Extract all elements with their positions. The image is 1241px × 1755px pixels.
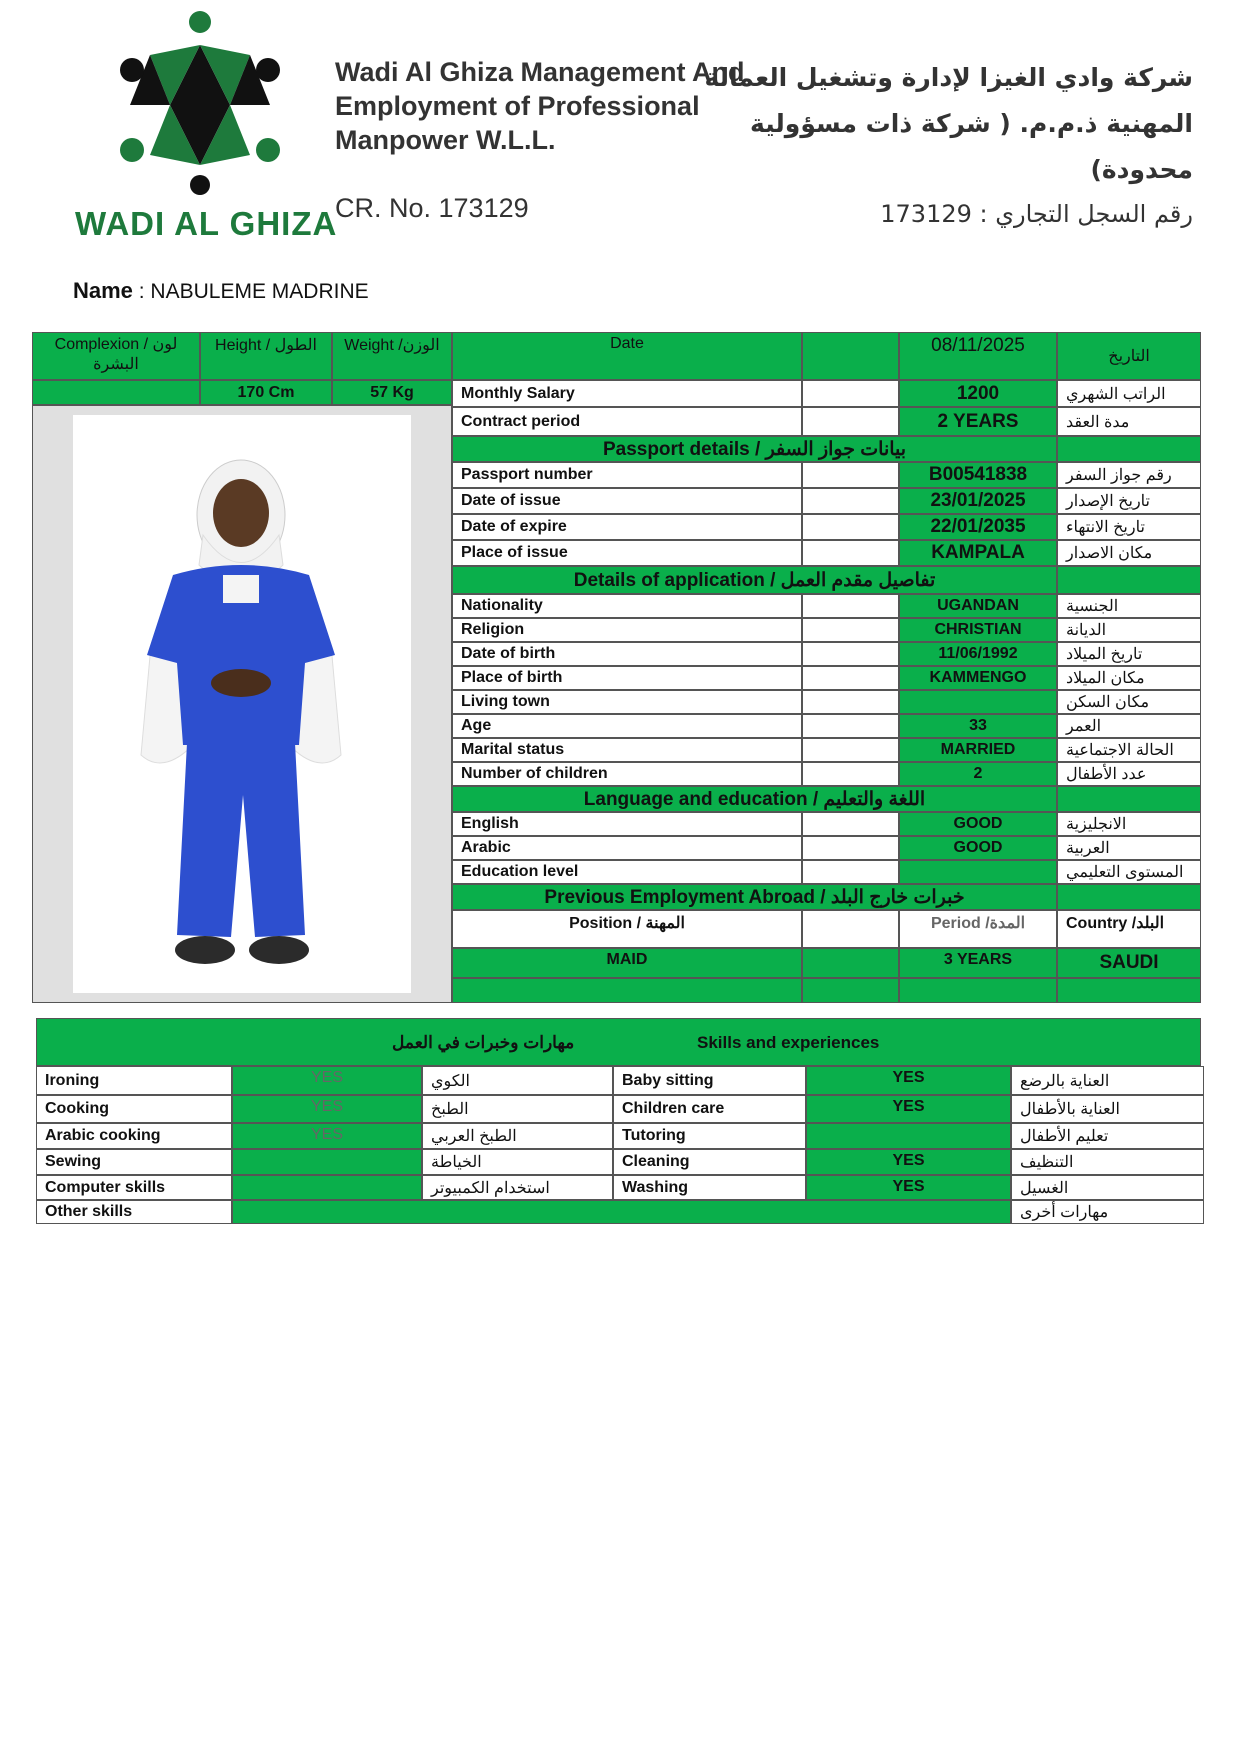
language-row-value: [899, 860, 1057, 884]
passport-row-spacer: [802, 488, 899, 514]
skill-label: Tutoring: [613, 1123, 806, 1149]
employment-header-spacer: [802, 910, 899, 948]
skill-label: Computer skills: [36, 1175, 232, 1200]
person-figure-icon: [73, 415, 411, 993]
company-name-ar-line: محدودة): [1090, 155, 1193, 184]
commercial-registration-number: CR. No. 173129: [335, 193, 529, 223]
application-row-spacer: [802, 618, 899, 642]
passport-row-spacer: [802, 514, 899, 540]
skill-value: [806, 1123, 1011, 1149]
company-logo: [110, 10, 290, 195]
date-spacer: [802, 332, 899, 380]
skill-value: YES: [806, 1095, 1011, 1123]
employment-section-spacer: [1057, 884, 1201, 910]
language-section-spacer: [1057, 786, 1201, 812]
language-row-spacer: [802, 836, 899, 860]
company-name-line: Wadi Al Ghiza Management And: [335, 57, 745, 87]
passport-row-value: 22/01/2035: [899, 514, 1057, 540]
height-label: Height / الطول: [200, 332, 332, 380]
application-row-label-arabic: العمر: [1057, 714, 1201, 738]
complexion-label: Complexion / لون البشرة: [32, 332, 200, 380]
employment-empty-cell: [452, 978, 802, 1003]
application-row-value: KAMMENGO: [899, 666, 1057, 690]
passport-row-label: Date of expire: [452, 514, 802, 540]
skills-header: [36, 1018, 1201, 1066]
language-row-label-arabic: المستوى التعليمي: [1057, 860, 1201, 884]
language-row-label: Education level: [452, 860, 802, 884]
passport-row-label: Place of issue: [452, 540, 802, 566]
skill-label: Sewing: [36, 1149, 232, 1175]
application-row-value: 2: [899, 762, 1057, 786]
skill-value: YES: [806, 1149, 1011, 1175]
employment-country: SAUDI: [1057, 948, 1201, 978]
application-row-spacer: [802, 642, 899, 666]
employment-row-spacer: [802, 948, 899, 978]
passport-row-value: 23/01/2025: [899, 488, 1057, 514]
application-row-label-arabic: الحالة الاجتماعية: [1057, 738, 1201, 762]
skill-label-arabic: العناية بالرضع: [1011, 1066, 1204, 1095]
application-row-spacer: [802, 762, 899, 786]
company-name-arabic: [704, 55, 1193, 193]
skill-label-arabic: التنظيف: [1011, 1149, 1204, 1175]
salary-label-arabic: الراتب الشهري: [1057, 380, 1201, 407]
application-row-label: Place of birth: [452, 666, 802, 690]
language-row-spacer: [802, 860, 899, 884]
weight-label: Weight /الوزن: [332, 332, 452, 380]
skill-label: Cooking: [36, 1095, 232, 1123]
application-row-label: Nationality: [452, 594, 802, 618]
application-row-label-arabic: تاريخ الميلاد: [1057, 642, 1201, 666]
contract-label-arabic: مدة العقد: [1057, 407, 1201, 436]
salary-value: 1200: [899, 380, 1057, 407]
skill-label: Ironing: [36, 1066, 232, 1095]
application-row-label: Religion: [452, 618, 802, 642]
application-row-value: MARRIED: [899, 738, 1057, 762]
salary-label: Monthly Salary: [452, 380, 802, 407]
company-name-english: [335, 55, 745, 157]
employment-period: 3 YEARS: [899, 948, 1057, 978]
skill-label: Cleaning: [613, 1149, 806, 1175]
language-row-label-arabic: العربية: [1057, 836, 1201, 860]
skill-label-arabic: الغسيل: [1011, 1175, 1204, 1200]
employment-empty-cell: [1057, 978, 1201, 1003]
application-row-spacer: [802, 690, 899, 714]
application-row-label: Number of children: [452, 762, 802, 786]
contract-value: 2 YEARS: [899, 407, 1057, 436]
company-name-line: Employment of Professional: [335, 91, 700, 121]
position-header: Position / المهنة: [452, 910, 802, 948]
application-row-spacer: [802, 714, 899, 738]
skill-label: Children care: [613, 1095, 806, 1123]
language-row-label: Arabic: [452, 836, 802, 860]
logo-wordmark: WADI AL GHIZA: [75, 205, 338, 242]
application-row-value: [899, 690, 1057, 714]
application-row-label-arabic: الجنسية: [1057, 594, 1201, 618]
name-value: : NABULEME MADRINE: [132, 280, 369, 303]
company-name-line: Manpower W.L.L.: [335, 125, 556, 155]
skill-label-arabic: الطبخ العربي: [422, 1123, 613, 1149]
candidate-name: [73, 278, 369, 304]
other-skills-value: [232, 1200, 1011, 1224]
language-row-value: GOOD: [899, 836, 1057, 860]
application-section-header: Details of application / تفاصيل مقدم العمل: [452, 566, 1057, 594]
skill-value: YES: [232, 1095, 422, 1123]
skills-title-arabic: مهارات وخبرات في العمل: [392, 1033, 575, 1052]
date-label-arabic: التاريخ: [1057, 332, 1201, 380]
skill-label-arabic: الكوي: [422, 1066, 613, 1095]
application-row-value: 33: [899, 714, 1057, 738]
employment-section-header: Previous Employment Abroad / خبرات خارج البلد: [452, 884, 1057, 910]
date-value: 08/11/2025: [899, 332, 1057, 380]
application-row-label-arabic: مكان السكن: [1057, 690, 1201, 714]
language-row-value: GOOD: [899, 812, 1057, 836]
language-row-label: English: [452, 812, 802, 836]
skill-label-arabic: العناية بالأطفال: [1011, 1095, 1204, 1123]
skill-value: YES: [806, 1175, 1011, 1200]
period-header: Period /المدة: [899, 910, 1057, 948]
passport-row-label-arabic: تاريخ الانتهاء: [1057, 514, 1201, 540]
skill-value: [232, 1175, 422, 1200]
application-row-spacer: [802, 738, 899, 762]
passport-row-value: KAMPALA: [899, 540, 1057, 566]
application-row-spacer: [802, 666, 899, 690]
application-row-label: Living town: [452, 690, 802, 714]
application-row-label-arabic: مكان الميلاد: [1057, 666, 1201, 690]
other-skills-label: Other skills: [36, 1200, 232, 1224]
application-row-label-arabic: الديانة: [1057, 618, 1201, 642]
skill-label: Arabic cooking: [36, 1123, 232, 1149]
skill-value: YES: [232, 1066, 422, 1095]
country-header: Country /البلد: [1057, 910, 1201, 948]
passport-row-label-arabic: تاريخ الإصدار: [1057, 488, 1201, 514]
skill-label: Baby sitting: [613, 1066, 806, 1095]
skill-value: [232, 1149, 422, 1175]
employment-position: MAID: [452, 948, 802, 978]
contract-label: Contract period: [452, 407, 802, 436]
company-name-ar-line: المهنية ذ.م.م. ( شركة ذات مسؤولية: [750, 109, 1193, 138]
passport-row-value: B00541838: [899, 462, 1057, 488]
skills-title: Skills and experiences: [697, 1033, 880, 1052]
language-row-spacer: [802, 812, 899, 836]
skill-value: YES: [232, 1123, 422, 1149]
skill-label-arabic: الخياطة: [422, 1149, 613, 1175]
application-row-label-arabic: عدد الأطفال: [1057, 762, 1201, 786]
skill-label: Washing: [613, 1175, 806, 1200]
contract-spacer: [802, 407, 899, 436]
other-skills-label-arabic: مهارات أخرى: [1011, 1200, 1204, 1224]
passport-row-label: Date of issue: [452, 488, 802, 514]
passport-row-label-arabic: رقم جواز السفر: [1057, 462, 1201, 488]
skill-label-arabic: تعليم الأطفال: [1011, 1123, 1204, 1149]
height-value: 170 Cm: [200, 380, 332, 405]
passport-row-label: Passport number: [452, 462, 802, 488]
application-row-spacer: [802, 594, 899, 618]
skill-label-arabic: استخدام الكمبيوتر: [422, 1175, 613, 1200]
weight-value: 57 Kg: [332, 380, 452, 405]
application-row-label: Marital status: [452, 738, 802, 762]
application-section-spacer: [1057, 566, 1201, 594]
complexion-value: [32, 380, 200, 405]
application-row-value: CHRISTIAN: [899, 618, 1057, 642]
salary-spacer: [802, 380, 899, 407]
application-row-value: UGANDAN: [899, 594, 1057, 618]
application-row-value: 11/06/1992: [899, 642, 1057, 666]
employment-empty-cell: [802, 978, 899, 1003]
name-label: Name: [73, 278, 133, 303]
candidate-photo: [73, 415, 411, 993]
passport-section-spacer: [1057, 436, 1201, 462]
passport-row-spacer: [802, 462, 899, 488]
language-section-header: Language and education / اللغة والتعليم: [452, 786, 1057, 812]
passport-row-label-arabic: مكان الاصدار: [1057, 540, 1201, 566]
skill-value: YES: [806, 1066, 1011, 1095]
passport-section-header: Passport details / بيانات جواز السفر: [452, 436, 1057, 462]
commercial-registration-number-arabic: رقم السجل التجاري : 173129: [880, 200, 1193, 228]
skill-label-arabic: الطبخ: [422, 1095, 613, 1123]
date-label: Date: [452, 332, 802, 380]
passport-row-spacer: [802, 540, 899, 566]
company-name-ar-line: شركة وادي الغيزا لإدارة وتشغيل العمالة: [704, 63, 1193, 92]
application-row-label: Age: [452, 714, 802, 738]
application-row-label: Date of birth: [452, 642, 802, 666]
language-row-label-arabic: الانجليزية: [1057, 812, 1201, 836]
employment-empty-cell: [899, 978, 1057, 1003]
logo-star-icon: [110, 10, 290, 195]
